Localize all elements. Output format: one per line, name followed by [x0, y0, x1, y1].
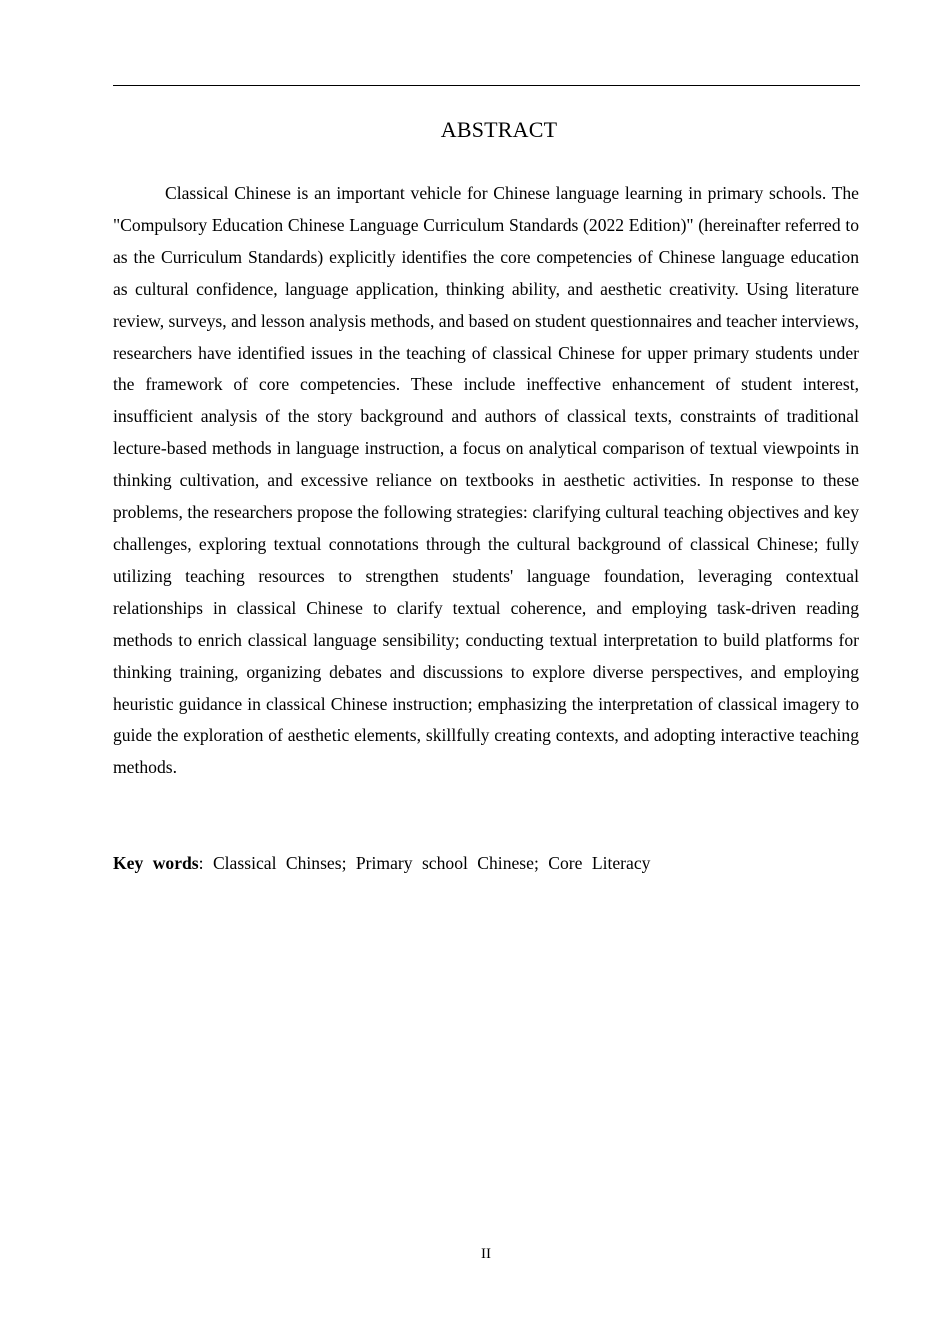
abstract-paragraph: Classical Chinese is an important vehicle for Chinese language learning in primary schools. The "Compulsory Education Chinese Language Curriculum Standards (2022 Edition)" (hereinafter referred to as the Curriculum Standards) explicitly identifies the core competencies of Chinese language education as cultural confidence, language application, thinking ability, and aesthetic creativity. Using literature review, surveys, and lesson analysis methods, and based on student questionnaires and teacher interviews, researchers have identified issues in the teaching of classical Chinese for upper primary students under the framework of core competencies. These include ineffective enhancement of student interest, insufficient analysis of the story background and authors of classical texts, constraints of traditional lecture-based methods in language instruction, a focus on analytical comparison of textual viewpoints in thinking cultivation, and excessive reliance on textbooks in aesthetic activities. In response to these problems, the researchers propose the following strategies: clarifying cultural teaching objectives and key challenges, exploring textual connotations through the cultural background of classical Chinese; fully utilizing teaching resources to strengthen students' language foundation, leveraging contextual relationships in classical Chinese to clarify textual coherence, and employing task-driven reading methods to enrich classical language sensibility; conducting textual interpretation to build platforms for thinking training, organizing debates and discussions to explore diverse perspectives, and employing heuristic guidance in classical Chinese instruction; emphasizing the interpretation of classical imagery to guide the exploration of aesthetic elements, skillfully creating contexts, and adopting interactive teaching methods. [113, 183, 859, 778]
keywords-list: Classical Chinses; Primary school Chinese; Core Literacy [212, 853, 651, 873]
keywords-line [113, 849, 859, 877]
page-number: II [481, 1246, 491, 1262]
header-rule [113, 85, 860, 86]
keywords-separator: : [198, 853, 213, 873]
page-title: ABSTRACT [440, 117, 558, 142]
keywords-label: Key words [113, 853, 199, 873]
